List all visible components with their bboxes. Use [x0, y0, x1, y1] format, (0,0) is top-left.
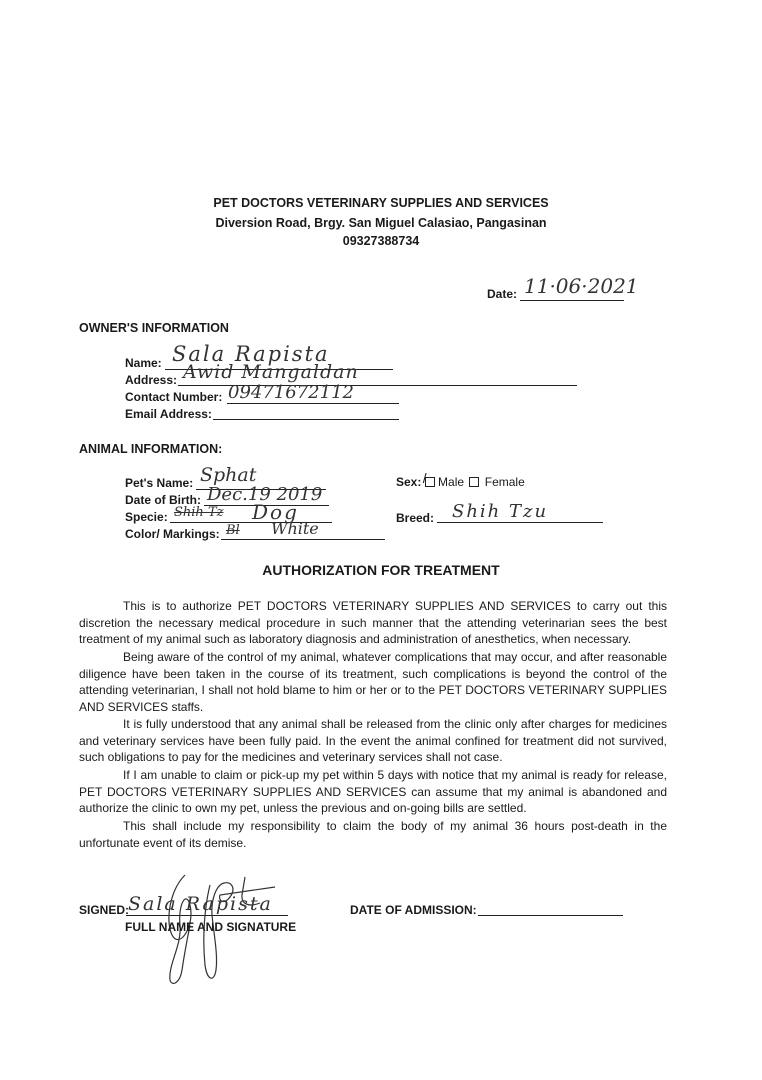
signature-caption: FULL NAME AND SIGNATURE [125, 920, 297, 934]
authorization-paragraph-1: This is to authorize PET DOCTORS VETERINARY SUPPLIES AND SERVICES to carry out this discretion the necessary medical procedure in such manner that the attending veterinarian sees the best treatment of my animal such as laboratory diagnosis and administration of anesthetics, when necessary. [79, 599, 667, 647]
date-line [520, 300, 624, 301]
breed-label: Breed: [396, 511, 435, 525]
breed-line [437, 522, 603, 523]
color-line [221, 539, 385, 540]
owner-address-label: Address: [125, 373, 178, 387]
dob-value: Dec.19 2019 [207, 484, 323, 505]
owner-email-line [213, 419, 399, 420]
date-of-admission-label: DATE OF ADMISSION: [350, 903, 477, 917]
owner-contact-value: 09471672112 [228, 382, 354, 403]
animal-section-title: ANIMAL INFORMATION: [79, 442, 223, 456]
sex-female-label: Female [484, 475, 525, 489]
authorization-paragraph-3: It is fully understood that any animal shall be released from the clinic only after charges for medicines and veterinary services have been fully paid. In the event the animal confined for treatment did not survived, such obligations to pay for the medicines and veterinary services shall not case. [79, 717, 667, 765]
owner-section-title: OWNER'S INFORMATION [79, 321, 229, 335]
company-address: Diversion Road, Brgy. San Miguel Calasiao, Pangasinan [215, 216, 547, 230]
specie-label: Specie: [125, 510, 168, 524]
date-value: 11·06·2021 [524, 274, 639, 298]
pet-name-label: Pet's Name: [125, 476, 194, 490]
color-value: White [271, 519, 319, 538]
owner-name-value: Sala Rapista [172, 342, 330, 366]
color-label: Color/ Markings: [125, 527, 220, 541]
specie-struck-value: Shih Tz [174, 505, 224, 520]
signed-value: Sala Rapista [128, 893, 273, 915]
specie-value: Dog [252, 500, 299, 524]
sex-label: Sex: [396, 475, 422, 489]
authorization-title: AUTHORIZATION FOR TREATMENT [262, 562, 500, 578]
date-of-admission-line [478, 915, 623, 916]
sex-female-checkbox[interactable] [469, 477, 479, 487]
company-name: PET DOCTORS VETERINARY SUPPLIES AND SERVICES [213, 196, 549, 210]
authorization-paragraph-5: This shall include my responsibility to claim the body of my animal 36 hours post-death in the unfortunate event of its demise. [79, 819, 667, 850]
breed-value: Shih Tzu [452, 501, 549, 522]
pet-name-value: Sphat [200, 464, 257, 486]
color-struck-value: Bl [226, 523, 240, 538]
authorization-paragraph-4: If I am unable to claim or pick-up my pet within 5 days with notice that my animal is ready for release, PET DOCTORS VETERINARY SUPPLIES AND SERVICES can assume that my animal is abandoned and authorize the clinic to own my pet, unless the previous and on-going bills are settled. [79, 768, 667, 816]
sex-male-label: Male [438, 475, 465, 489]
sex-male-checkbox[interactable]: / [425, 476, 435, 486]
owner-contact-line [227, 403, 399, 404]
sex-field [396, 470, 525, 489]
owner-contact-label: Contact Number: [125, 390, 223, 404]
owner-email-label: Email Address: [125, 407, 212, 421]
dob-label: Date of Birth: [125, 493, 201, 507]
signed-label: SIGNED: [79, 903, 130, 917]
owner-name-label: Name: [125, 356, 162, 370]
authorization-paragraph-2: Being aware of the control of my animal, whatever complications that may occur, and after reasonable diligence have been taken in the course of its treatment, such complications is beyond the control of the attending veterinarian, I shall not hold blame to him or her or to the PET DOCTORS VETERINARY SUPPLIES AND SERVICES staffs. [79, 650, 667, 715]
owner-address-value: Awid Mangaldan [183, 361, 359, 383]
date-label: Date: [487, 287, 518, 301]
company-phone: 09327388734 [342, 234, 420, 248]
